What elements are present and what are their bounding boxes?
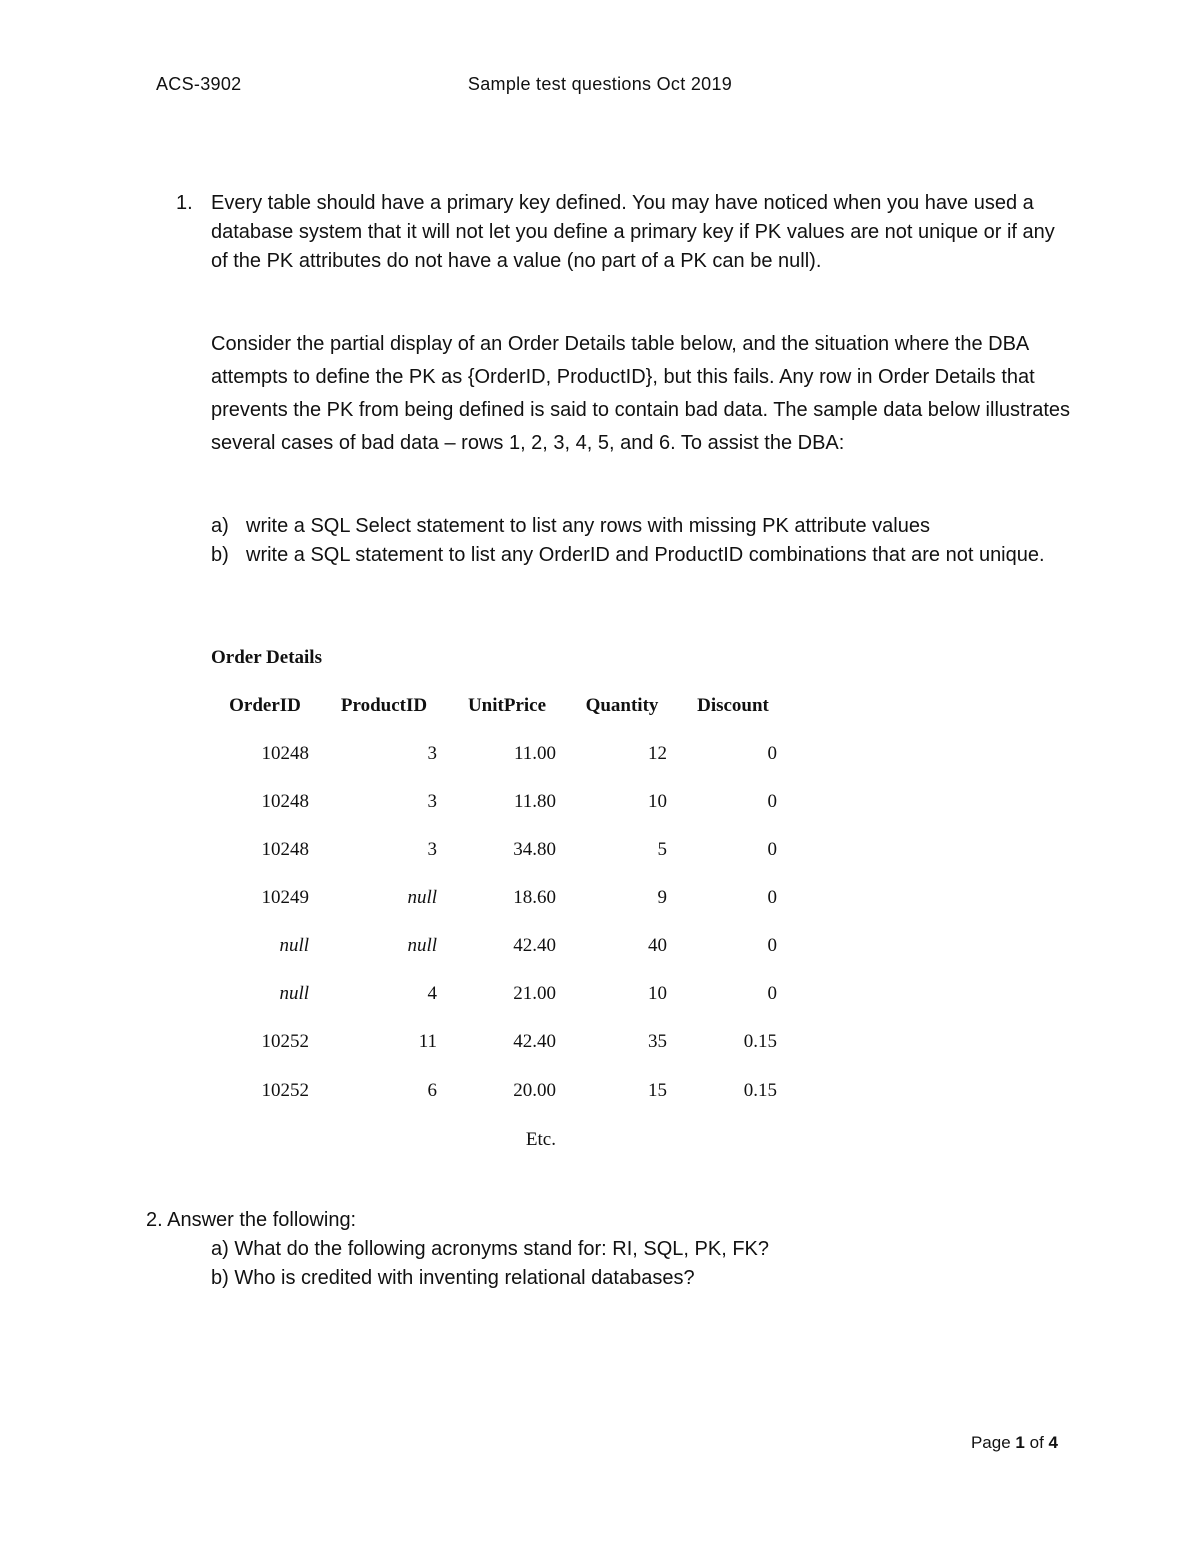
table-etc-note: Etc. xyxy=(525,1129,556,1150)
cell-discount: 0.15 xyxy=(743,1080,777,1101)
cell-unitprice: 21.00 xyxy=(513,983,556,1004)
cell-unitprice: 11.00 xyxy=(513,743,556,764)
course-code: ACS-3902 xyxy=(156,74,242,94)
cell-unitprice: 42.40 xyxy=(513,935,556,956)
of-word: of xyxy=(1029,1433,1044,1452)
question-1-scenario: Consider the partial display of an Order Details table below, and the situation where the DBA attempts to define the PK as {OrderID, ProductID}, but this fails. Any row in Order Details that prevents the PK from being defined is said to contain bad data. The sample data below illustrates several cases of bad data – rows 1, 2, 3, 4, 5, and 6. To assist the DBA: xyxy=(211,333,1071,454)
cell-orderid: 10248 xyxy=(261,743,309,764)
page-total: 4 xyxy=(1048,1433,1058,1452)
question-2-heading: 2. Answer the following: xyxy=(146,1209,357,1231)
column-header-orderid: OrderID xyxy=(229,695,301,716)
cell-discount: 0 xyxy=(767,983,777,1004)
column-header-discount: Discount xyxy=(697,695,769,716)
cell-quantity: 9 xyxy=(657,887,667,908)
cell-unitprice: 34.80 xyxy=(513,839,556,860)
cell-quantity: 5 xyxy=(657,839,667,860)
question-1-intro: Every table should have a primary key defined. You may have noticed when you have used a database system that it will not let you define a primary key if PK values are not unique or if any of the PK attributes do not have a value (no part of a PK can be null). xyxy=(211,192,1055,272)
cell-orderid: 10248 xyxy=(261,791,309,812)
question-2-part-a: a) What do the following acronyms stand for: RI, SQL, PK, FK? xyxy=(211,1238,770,1260)
cell-discount: 0 xyxy=(767,743,777,764)
page-footer xyxy=(900,1433,1058,1453)
column-header-quantity: Quantity xyxy=(585,695,659,716)
part-a-label: a) xyxy=(211,515,229,537)
column-header-unitprice: UnitPrice xyxy=(467,695,547,716)
cell-productid: 4 xyxy=(427,983,437,1004)
cell-orderid: 10252 xyxy=(261,1080,309,1101)
cell-unitprice: 20.00 xyxy=(513,1080,556,1101)
cell-productid: 3 xyxy=(427,743,437,764)
cell-quantity: 15 xyxy=(648,1080,667,1101)
cell-discount: 0 xyxy=(767,791,777,812)
question-2-part-b: b) Who is credited with inventing relational databases? xyxy=(211,1267,695,1289)
column-header-productid: ProductID xyxy=(340,695,428,716)
cell-productid: null xyxy=(407,887,437,908)
document-title: Sample test questions Oct 2019 xyxy=(467,74,733,94)
cell-discount: 0 xyxy=(767,839,777,860)
question-1-number: 1. xyxy=(176,192,193,214)
cell-unitprice: 11.80 xyxy=(513,791,556,812)
cell-productid: 3 xyxy=(427,839,437,860)
cell-orderid: null xyxy=(279,983,309,1004)
cell-orderid: 10248 xyxy=(261,839,309,860)
cell-orderid: 10249 xyxy=(261,887,309,908)
page-word: Page xyxy=(970,1433,1011,1452)
cell-unitprice: 18.60 xyxy=(513,887,556,908)
table-title: Order Details xyxy=(211,647,322,668)
cell-productid: 3 xyxy=(427,791,437,812)
cell-orderid: 10252 xyxy=(261,1031,309,1052)
page-number: 1 xyxy=(1015,1433,1025,1452)
cell-productid: null xyxy=(407,935,437,956)
cell-productid: 6 xyxy=(427,1080,437,1101)
cell-productid: 11 xyxy=(418,1031,437,1052)
cell-quantity: 10 xyxy=(648,791,667,812)
part-b-text: write a SQL statement to list any OrderID and ProductID combinations that are not unique. xyxy=(246,544,1045,566)
cell-quantity: 35 xyxy=(648,1031,667,1052)
cell-discount: 0 xyxy=(767,887,777,908)
cell-quantity: 10 xyxy=(648,983,667,1004)
cell-quantity: 12 xyxy=(648,743,667,764)
cell-orderid: null xyxy=(279,935,309,956)
cell-quantity: 40 xyxy=(648,935,667,956)
cell-discount: 0 xyxy=(767,935,777,956)
cell-unitprice: 42.40 xyxy=(513,1031,556,1052)
part-a-text: write a SQL Select statement to list any rows with missing PK attribute values xyxy=(246,515,930,537)
part-b-label: b) xyxy=(211,544,229,566)
cell-discount: 0.15 xyxy=(743,1031,777,1052)
